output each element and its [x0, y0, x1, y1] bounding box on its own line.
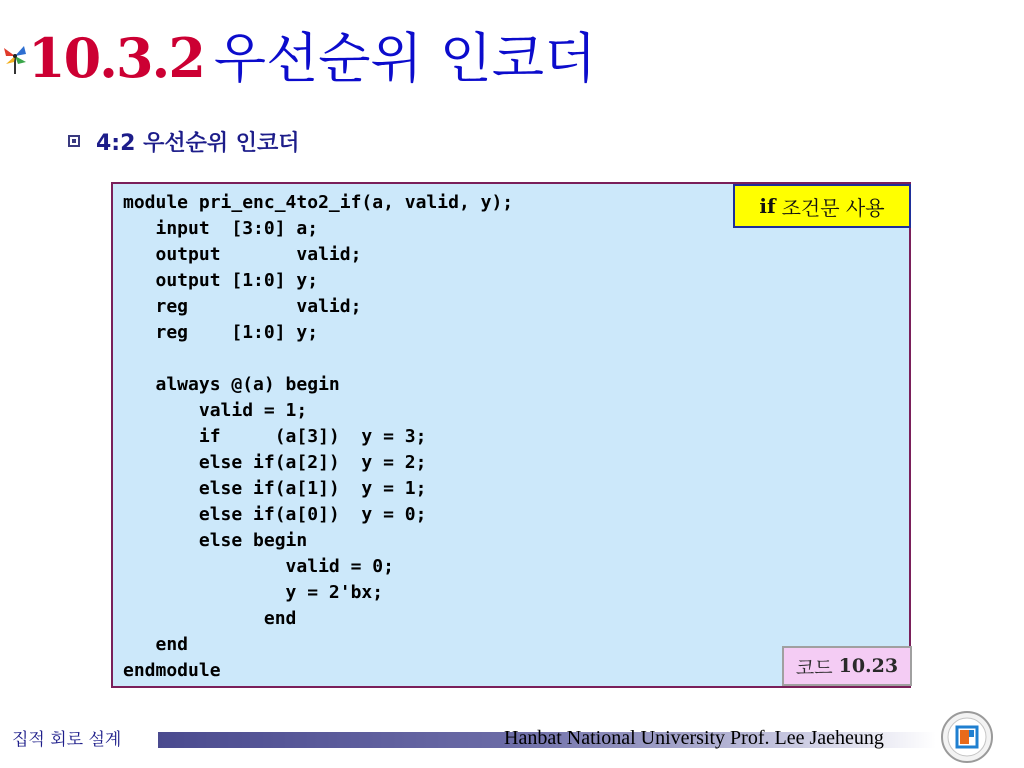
- code-line: reg [1:0] y;: [123, 322, 319, 343]
- code-line: valid = 1;: [123, 400, 308, 421]
- code-line: if (a[3]) y = 3;: [123, 426, 427, 447]
- code-block: [111, 182, 911, 688]
- code-line: module pri_enc_4to2_if(a, valid, y);: [123, 192, 514, 213]
- code-line: end: [123, 608, 297, 629]
- pinwheel-logo-icon: [2, 40, 28, 74]
- code-line: endmodule: [123, 660, 221, 681]
- code-line: valid = 0;: [123, 556, 394, 577]
- note-callout: [733, 184, 911, 228]
- university-seal-icon: [940, 710, 994, 764]
- code-line: else if(a[2]) y = 2;: [123, 452, 427, 473]
- note-text: 조건문 사용: [781, 195, 885, 220]
- code-line: else if(a[0]) y = 0;: [123, 504, 427, 525]
- section-number: 10.3.2: [28, 26, 204, 90]
- code-line: reg valid;: [123, 296, 362, 317]
- code-line: else if(a[1]) y = 1;: [123, 478, 427, 499]
- bullet-item: [68, 124, 300, 158]
- code-caption: [782, 646, 912, 686]
- code-line: output [1:0] y;: [123, 270, 319, 291]
- footer-university: Hanbat National University Prof. Lee Jaeheung: [504, 727, 884, 749]
- code-line: input [3:0] a;: [123, 218, 319, 239]
- code-line: y = 2'bx;: [123, 582, 384, 603]
- code-line: output valid;: [123, 244, 362, 265]
- bullet-text: 4:2 우선순위 인코더: [96, 130, 300, 156]
- code-listing: [123, 190, 513, 684]
- page-title: [28, 26, 596, 91]
- footer-course-name: 집적 회로 설계: [12, 730, 122, 750]
- caption-label: 코드: [795, 656, 833, 679]
- square-bullet-icon: [68, 135, 80, 147]
- code-line: else begin: [123, 530, 308, 551]
- section-title: 우선순위 인코더: [213, 27, 597, 90]
- caption-number: 10.23: [838, 655, 899, 677]
- code-line: end: [123, 634, 189, 655]
- code-line: always @(a) begin: [123, 374, 340, 395]
- note-keyword: if: [759, 194, 776, 218]
